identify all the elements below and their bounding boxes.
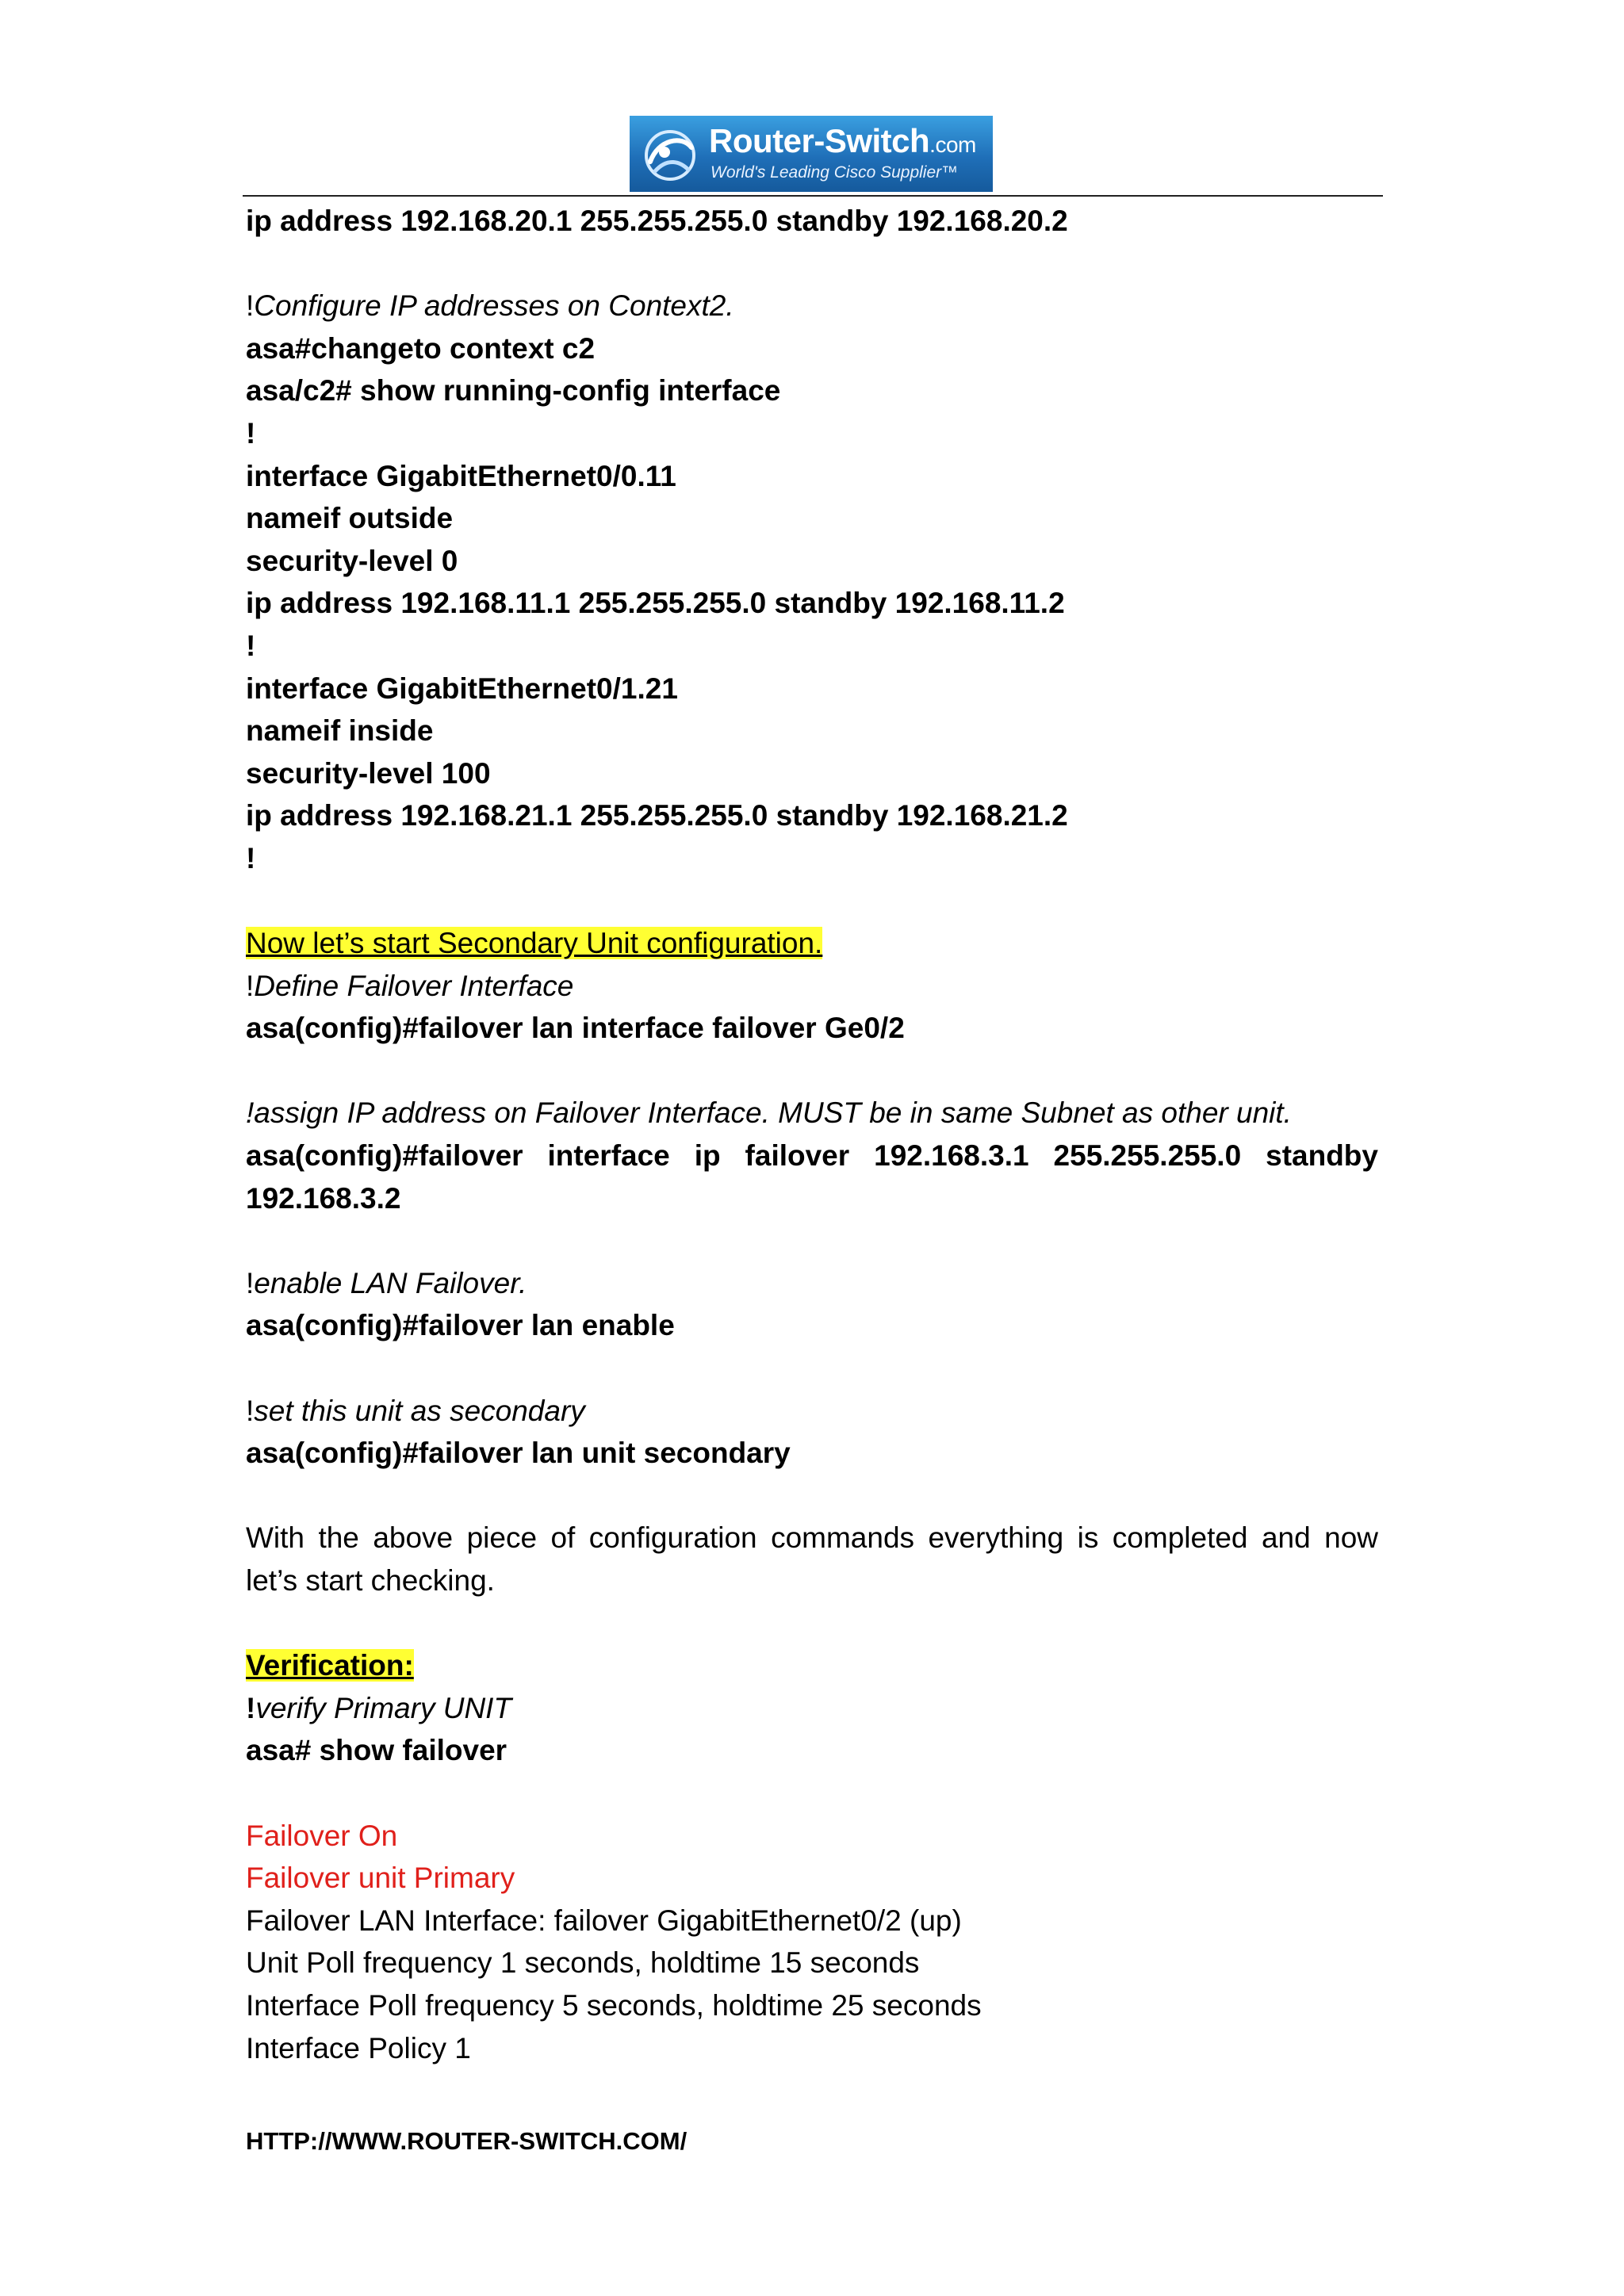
comment-line: !assign IP address on Failover Interface. MUST be in same Subnet as other unit.	[246, 1096, 1292, 1130]
config-line: !	[246, 416, 256, 450]
config-line: !	[246, 629, 256, 662]
header-divider	[243, 195, 1383, 197]
globe-swirl-icon	[641, 124, 699, 184]
router-switch-logo	[630, 116, 993, 192]
paragraph-line: With the above piece of configuration commands everything is completed and now	[246, 1521, 1378, 1555]
blank-line	[246, 880, 1380, 923]
config-line: nameif inside	[246, 714, 434, 748]
config-line: ip address 192.168.21.1 255.255.255.0 standby 192.168.21.2	[246, 799, 1068, 832]
config-line: ip address 192.168.11.1 255.255.255.0 standby 192.168.11.2	[246, 587, 1065, 620]
config-line: 192.168.3.2	[246, 1181, 401, 1215]
logo-tagline: World's Leading Cisco Supplier™	[710, 163, 959, 182]
comment-line: !Configure IP addresses on Context2.	[246, 289, 734, 323]
comment-line: !set this unit as secondary	[246, 1394, 585, 1427]
output-line: Failover LAN Interface: failover GigabitEthernet0/2 (up)	[246, 1904, 962, 1937]
config-line: ip address 192.168.20.1 255.255.255.0 standby 192.168.20.2	[246, 205, 1068, 237]
blank-line	[246, 1772, 1380, 1815]
config-line: asa(config)#failover lan interface failover Ge0/2	[246, 1012, 905, 1045]
output-line: Interface Policy 1	[246, 2031, 471, 2064]
comment-line: !enable LAN Failover.	[246, 1266, 527, 1299]
output-line-red: Failover unit Primary	[246, 1862, 515, 1895]
config-line: security-level 0	[246, 544, 458, 577]
blank-line	[246, 1347, 1380, 1390]
output-line: Interface Poll frequency 5 seconds, holdtime 25 seconds	[246, 1988, 982, 2022]
config-line: security-level 100	[246, 756, 491, 790]
document-body	[246, 200, 1380, 2069]
paragraph-line: let’s start checking.	[246, 1564, 495, 1597]
config-line: asa/c2# show running-config interface	[246, 374, 781, 408]
blank-line	[246, 243, 1380, 285]
config-line: interface GigabitEthernet0/1.21	[246, 672, 678, 705]
config-line: asa# show failover	[246, 1734, 508, 1767]
blank-line	[246, 1050, 1380, 1093]
footer-url: HTTP://WWW.ROUTER-SWITCH.COM/	[246, 2127, 688, 2155]
section-heading-secondary: Now let’s start Secondary Unit configuration.	[246, 927, 823, 960]
output-line: Unit Poll frequency 1 seconds, holdtime 15 seconds	[246, 1946, 920, 1980]
config-line: interface GigabitEthernet0/0.11	[246, 459, 676, 492]
blank-line	[246, 1602, 1380, 1645]
blank-line	[246, 1475, 1380, 1517]
comment-line: !Define Failover Interface	[246, 969, 574, 1002]
output-line-red: Failover On	[246, 1819, 398, 1852]
section-heading-verification: Verification:	[246, 1649, 414, 1682]
logo-title: Router-Switch.com	[709, 122, 976, 159]
comment-line: !verify Primary UNIT	[246, 1691, 512, 1724]
config-line: nameif outside	[246, 502, 454, 535]
config-line: asa#changeto context c2	[246, 331, 596, 365]
config-line-justified: asa(config)#failover interface ip failover 192.168.3.1 255.255.255.0 standby	[246, 1139, 1378, 1173]
config-line: !	[246, 841, 256, 874]
config-line: asa(config)#failover lan enable	[246, 1309, 675, 1342]
blank-line	[246, 1219, 1380, 1262]
config-line: asa(config)#failover lan unit secondary	[246, 1437, 791, 1470]
